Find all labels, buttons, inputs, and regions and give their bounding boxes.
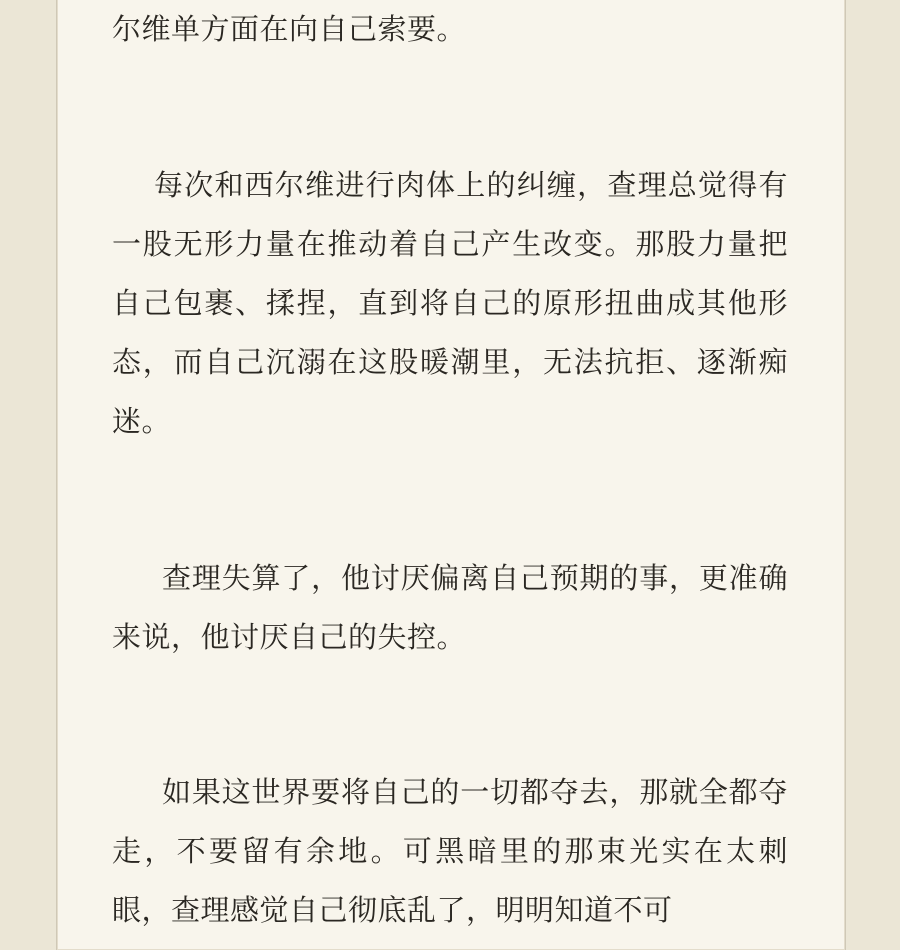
paragraph-1: 尔维单方面在向自己索要。 — [112, 12, 467, 46]
paragraph-4: 如果这世界要将自己的一切都夺去，那就全都夺走，不要留有余地。可黑暗里的那束光实在太刺眼，查理感觉自己彻底乱了，明明知道不可 — [112, 775, 788, 927]
paragraph-3: 查理失算了，他讨厌偏离自己预期的事，更准确来说，他讨厌自己的失控。 — [112, 561, 788, 654]
paragraph-2: 每次和西尔维进行肉体上的纠缠，查理总觉得有一股无形力量在推动着自己产生改变。那股力量把自己包裹、揉捏，直到将自己的原形扭曲成其他形态，而自己沉溺在这股暖潮里，无法抗拒、逐渐痴迷。 — [112, 168, 788, 438]
